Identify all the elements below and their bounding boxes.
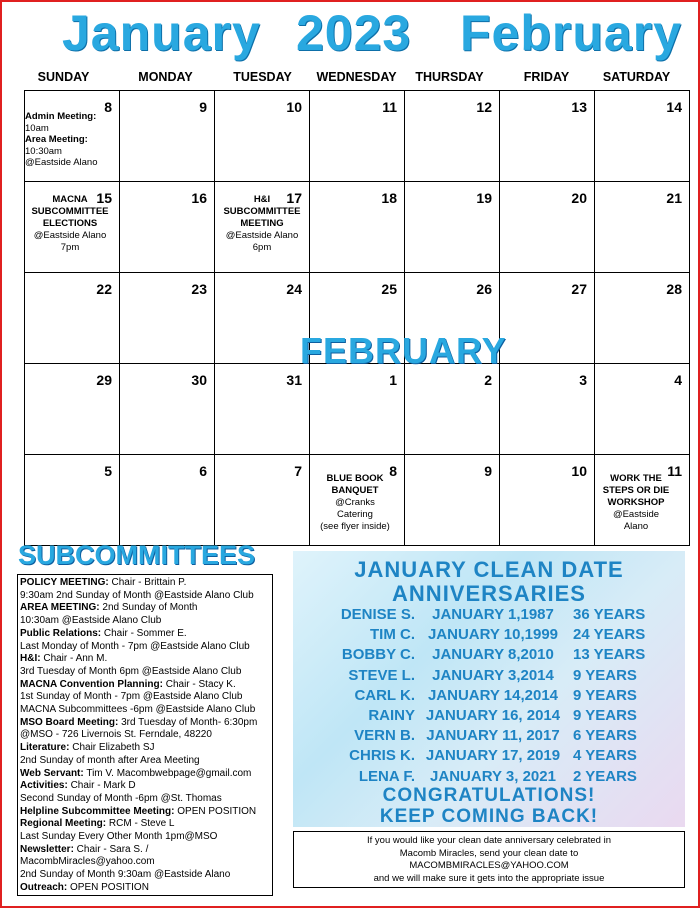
day-number: 28 (666, 281, 682, 297)
anniversary-years: 13 YEARS (573, 646, 646, 664)
subcommittee-line: Second Sunday of Month -6pm @St. Thomas (20, 792, 222, 804)
anniversaries-panel (293, 551, 685, 827)
day-number: 7 (294, 463, 302, 479)
event-jan8: Admin Meeting: 10am Area Meeting: 10:30am @Eastside Alano (25, 111, 98, 168)
calendar-day-cell (119, 272, 215, 364)
title-month-january: January (62, 5, 261, 61)
event-jan15: MACNA SUBCOMMITTEE ELECTIONS @Eastside Alano 7pm (31, 194, 109, 253)
calendar-day-cell (309, 90, 405, 182)
title-month-february: February (460, 5, 682, 61)
subcommittee-line: Regional Meeting: RCM - Steve L (20, 818, 175, 830)
subcommittee-line: 3rd Tuesday of Month 6pm @Eastside Alano Club (20, 665, 242, 677)
subcommittee-line: Last Sunday Every Other Month 1pm@MSO (20, 831, 218, 843)
subcommittees-title: SUBCOMMITTEES (18, 540, 256, 570)
event-feb8: BLUE BOOK BANQUET @Cranks Catering (see flyer inside) (320, 473, 390, 532)
anniversary-years: 9 YEARS (573, 707, 637, 724)
day-number: 15 (96, 190, 112, 206)
day-number: 4 (674, 372, 682, 388)
day-number: 8 (104, 99, 112, 115)
subcommittee-line: Last Monday of Month - 7pm @Eastside Alano Club (20, 640, 250, 652)
dow-saturday: SATURDAY (602, 70, 671, 84)
calendar-day-cell (499, 181, 595, 273)
day-number: 30 (191, 372, 207, 388)
day-number: 27 (571, 281, 587, 297)
day-number: 24 (286, 281, 302, 297)
anniversary-name: DENISE S. (340, 606, 415, 623)
event-feb11: WORK THE STEPS OR DIE WORKSHOP @Eastside Alano (602, 473, 670, 532)
day-number: 26 (476, 281, 492, 297)
anniversary-date: JANUARY 3,2014 (432, 666, 554, 684)
day-number: 11 (667, 463, 682, 479)
subcommittee-line: 1st Sunday of Month - 7pm @Eastside Alano Club (20, 691, 243, 703)
subcommittees-list (17, 574, 273, 896)
day-number: 2 (484, 372, 492, 388)
day-number: 21 (666, 190, 682, 206)
day-number: 16 (191, 190, 207, 206)
day-number: 8 (389, 463, 397, 479)
february-banner: FEBRUARY (300, 330, 507, 371)
calendar-day-cell (404, 454, 500, 546)
calendar-day-cell (499, 90, 595, 182)
anniversary-years: 36 YEARS (573, 606, 646, 623)
calendar-day-cell (404, 363, 500, 455)
anniversaries-heading: JANUARY CLEAN DATE (354, 557, 624, 582)
calendar-day-cell (214, 272, 310, 364)
anniversary-years: 9 YEARS (573, 686, 637, 704)
subcommittee-line: Literature: Chair Elizabeth SJ (20, 742, 155, 754)
anniversary-date: JANUARY 14,2014 (427, 686, 559, 704)
anniversary-row (293, 646, 685, 666)
calendar-day-cell (214, 90, 310, 182)
calendar-day-cell (214, 454, 310, 546)
subcommittee-line: 10:30am @Eastside Alano Club (20, 615, 162, 627)
calendar-day-cell (404, 90, 500, 182)
anniversaries-subheading: ANNIVERSARIES (392, 581, 586, 606)
calendar-day-cell (594, 363, 690, 455)
subcommittee-line: Helpline Subcommittee Meeting: OPEN POSITION (20, 805, 257, 817)
calendar-day-cell (594, 181, 690, 273)
anniversary-years: 9 YEARS (573, 666, 637, 684)
day-number: 9 (199, 99, 207, 115)
anniversary-name: VERN B. (354, 727, 415, 745)
day-number: 13 (571, 99, 587, 115)
anniversary-row (293, 707, 685, 727)
calendar-day-cell (119, 90, 215, 182)
dow-monday: MONDAY (138, 70, 193, 84)
anniversary-date: JANUARY 11, 2017 (426, 727, 560, 745)
anniversary-date: JANUARY 17, 2019 (425, 747, 561, 765)
day-number: 3 (579, 372, 587, 388)
anniversary-row (293, 727, 685, 747)
day-number: 6 (199, 463, 207, 479)
day-number: 10 (571, 463, 587, 479)
subcommittee-line: Outreach: OPEN POSITION (20, 881, 149, 893)
day-number: 11 (382, 99, 397, 115)
dow-friday: FRIDAY (523, 70, 570, 84)
calendar-day-cell (309, 363, 405, 455)
calendar-day-cell (24, 454, 120, 546)
subcommittee-line: POLICY MEETING: Chair - Brittain P. (20, 577, 187, 588)
anniversary-years: 6 YEARS (573, 727, 637, 745)
calendar-day-cell (404, 181, 500, 273)
anniversary-row (293, 626, 685, 646)
subcommittee-line: Activities: Chair - Mark D (20, 780, 136, 792)
anniversary-name: STEVE L. (348, 666, 415, 684)
day-number: 5 (104, 463, 112, 479)
calendar-day-cell (309, 181, 405, 273)
anniversary-row (293, 747, 685, 767)
calendar-day-cell (499, 363, 595, 455)
anniversary-years: 4 YEARS (573, 747, 637, 765)
calendar-day-cell (119, 181, 215, 273)
subcommittee-line: Newsletter: Chair - Sara S. / (20, 843, 149, 855)
title-year: 2023 (296, 5, 412, 61)
dow-sunday: SUNDAY (37, 70, 90, 84)
calendar-day-cell (499, 272, 595, 364)
subcommittee-line: MACNA Subcommittees -6pm @Eastside Alano Club (20, 704, 256, 716)
day-number: 12 (476, 99, 492, 115)
congrats-line: CONGRATULATIONS! (382, 785, 596, 806)
anniversary-name: TIM C. (370, 626, 415, 644)
calendar-day-cell (119, 363, 215, 455)
submission-note: If you would like your clean date anniversary celebrated in Macomb Miracles, send your clean date to MACOMBMIRACLES@YAHOO.COM and we will make sure it gets into the appropriate issue (293, 831, 685, 888)
anniversary-row (293, 687, 685, 707)
day-number: 29 (96, 372, 112, 388)
subcommittee-line: Web Servant: Tim V. Macombwebpage@gmail.com (20, 767, 252, 779)
subcommittee-line: 2nd Sunday of month after Area Meeting (20, 754, 200, 766)
day-number: 31 (286, 372, 302, 388)
event-jan17: H&I SUBCOMMITTEE MEETING @Eastside Alano 6pm (223, 194, 301, 253)
dow-thursday: THURSDAY (415, 70, 484, 84)
calendar-day-cell (594, 272, 690, 364)
dow-wednesday: WEDNESDAY (316, 70, 397, 84)
subcommittee-line: 9:30am 2nd Sunday of Month @Eastside Alano Club (20, 589, 254, 601)
anniversary-row (293, 606, 685, 626)
anniversary-name: RAINY (368, 707, 415, 724)
subcommittee-line: @MSO - 726 Livernois St. Ferndale, 48220 (20, 729, 212, 741)
subcommittee-line: AREA MEETING: 2nd Sunday of Month (20, 602, 198, 614)
calendar-day-cell (214, 363, 310, 455)
day-number: 20 (571, 190, 587, 206)
calendar-day-cell (594, 90, 690, 182)
day-number: 17 (286, 190, 302, 206)
anniversary-date: JANUARY 8,2010 (432, 646, 554, 664)
anniversary-years: 2 YEARS (573, 767, 637, 785)
subcommittee-line: H&I: Chair - Ann M. (20, 653, 108, 665)
anniversary-date: JANUARY 10,1999 (427, 626, 559, 644)
calendar-day-cell (499, 454, 595, 546)
subcommittee-line: MSO Board Meeting: 3rd Tuesday of Month- 6:30pm (20, 716, 258, 728)
day-number: 19 (476, 190, 492, 206)
day-number: 22 (96, 281, 112, 297)
anniversary-name: CARL K. (354, 686, 415, 704)
subcommittee-line: Public Relations: Chair - Sommer E. (20, 627, 187, 639)
anniversary-name: LENA F. (358, 767, 415, 785)
anniversary-date: JANUARY 3, 2021 (430, 767, 556, 785)
calendar-day-cell (119, 454, 215, 546)
day-number: 1 (389, 372, 397, 388)
anniversary-row (293, 667, 685, 687)
anniversary-years: 24 YEARS (573, 626, 646, 644)
day-number: 25 (381, 281, 397, 297)
day-number: 18 (381, 190, 397, 206)
day-number: 23 (191, 281, 207, 297)
subcommittee-line: MacombMiracles@yahoo.com (20, 856, 155, 868)
calendar-day-cell (24, 272, 120, 364)
subcommittee-line: MACNA Convention Planning: Chair - Stacy K. (20, 678, 236, 690)
keep-coming-back-line: KEEP COMING BACK! (379, 806, 599, 827)
anniversary-date: JANUARY 1,1987 (432, 606, 554, 623)
day-number: 14 (666, 99, 682, 115)
anniversary-date: JANUARY 16, 2014 (425, 707, 561, 724)
day-number: 9 (484, 463, 492, 479)
anniversary-name: BOBBY C. (341, 646, 415, 664)
subcommittee-line: 2nd Sunday of Month 9:30am @Eastside Alano (20, 869, 231, 881)
anniversary-name: CHRIS K. (349, 747, 415, 765)
calendar-day-cell (24, 363, 120, 455)
day-number: 10 (286, 99, 302, 115)
dow-tuesday: TUESDAY (233, 70, 292, 84)
